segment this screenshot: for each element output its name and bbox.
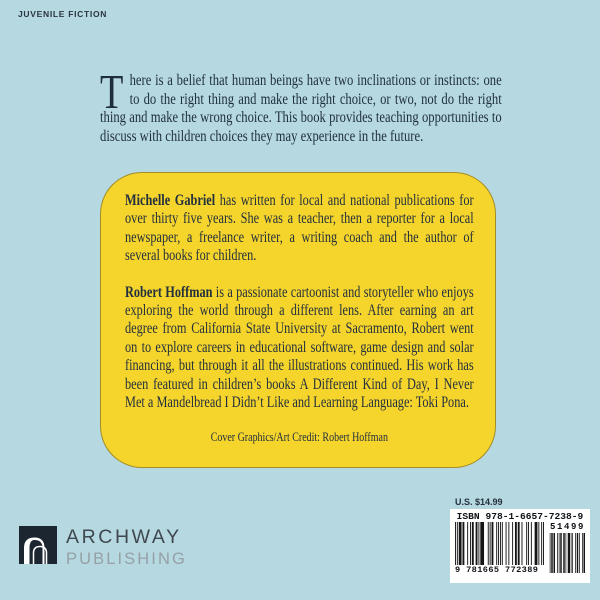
publisher-logo xyxy=(19,526,187,568)
archway-arch-icon xyxy=(19,526,57,564)
ean13-digits: 9 781665 772389 xyxy=(455,565,539,575)
publisher-name-line1: ARCHWAY xyxy=(66,526,182,548)
drop-cap: T xyxy=(100,64,124,119)
intro-paragraph xyxy=(100,64,502,145)
barcode-block xyxy=(450,509,590,583)
author-bio-box xyxy=(100,172,496,468)
price-label: U.S. $14.99 xyxy=(455,497,503,507)
price-addon-barcode xyxy=(548,522,585,575)
cover-credit: Cover Graphics/Art Credit: Robert Hoffman xyxy=(210,430,388,445)
publisher-name xyxy=(66,526,187,568)
publisher-name-line2: PUBLISHING xyxy=(66,550,187,568)
author-bio-text: is a passionate cartoonist and storyteller who enjoys exploring the world through a different lens. After earning an art degree from California State University at Sacramento, Robert went on to explore careers in educational software, game design and solar financing, but through it all the illustrations continued. His work has been featured in children’s books A Different Kind of Day, I Never Met a Mandelbread I Didn’t Like and Learning Language: Toki Pona. xyxy=(125,283,474,412)
intro-text: here is a belief that human beings have two inclinations or instincts: one to do the right thing and make the right choice, or two, not do the right thing and make the wrong choice. This book provides teaching opportunities to discuss with children choices they may experience in the future. xyxy=(100,71,502,145)
author-bio-text: has written for local and national publications for over thirty five years. She was a teacher, then a reporter for a local newspaper, a freelance writer, a writing coach and the author of several books for children. xyxy=(125,192,474,265)
category-label: JUVENILE FICTION xyxy=(18,9,108,19)
ean13-bars-icon xyxy=(455,522,544,565)
addon-digits: 51499 xyxy=(549,522,585,532)
bio-robert-hoffman xyxy=(125,284,474,413)
intro-section xyxy=(100,64,502,157)
author-name: Michelle Gabriel xyxy=(125,192,216,209)
addon-bars-icon xyxy=(549,533,585,573)
ean13-barcode xyxy=(455,522,544,575)
barcode-bars-row xyxy=(455,522,585,575)
isbn-label: ISBN 978-1-6657-7238-9 xyxy=(456,511,584,522)
author-bio-content xyxy=(125,192,474,445)
author-name: Robert Hoffman xyxy=(125,283,213,301)
bio-michelle-gabriel xyxy=(125,192,474,266)
